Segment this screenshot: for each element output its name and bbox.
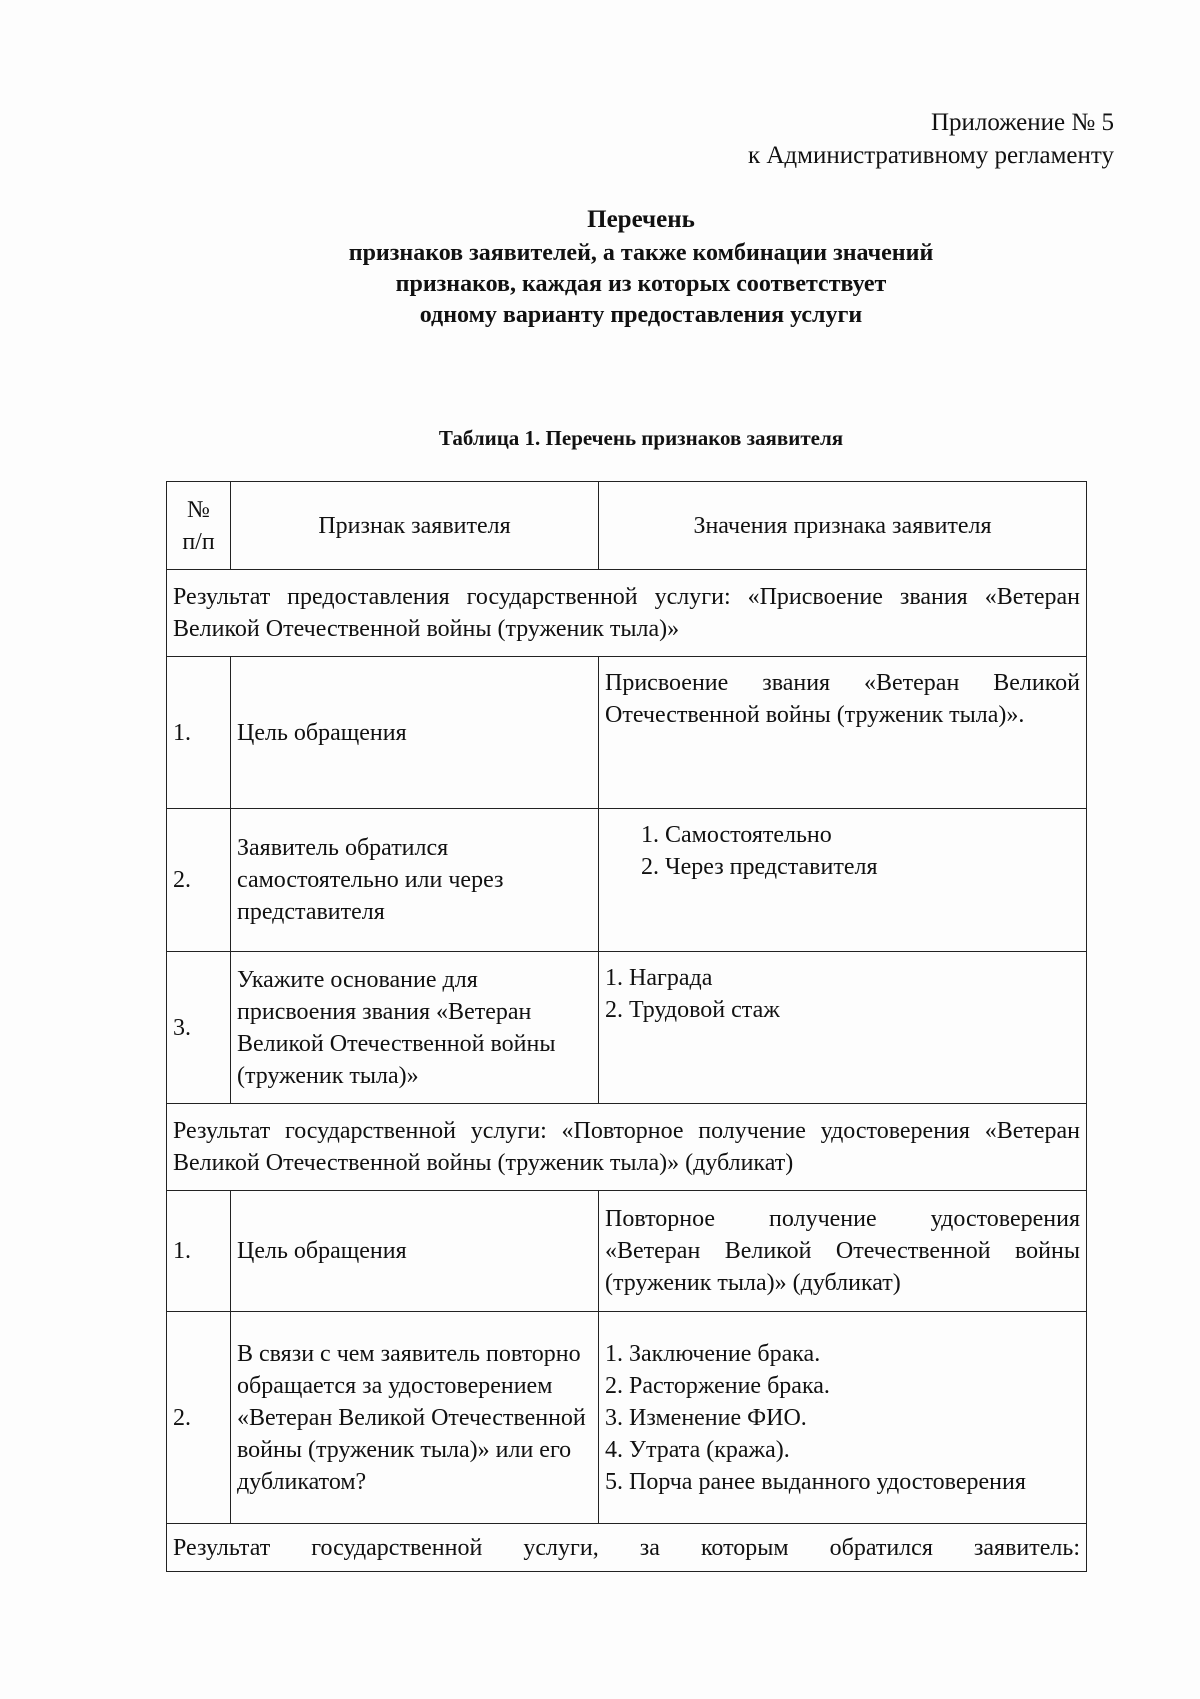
- row-number: 2.: [167, 1312, 231, 1524]
- value-item: 2. Трудовой стаж: [605, 997, 780, 1023]
- header-values: Значения признака заявителя: [599, 482, 1087, 570]
- document-subtitle: [0, 238, 1200, 331]
- applicant-attributes-table: [166, 481, 1087, 1572]
- appendix-number: Приложение № 5: [930, 109, 1114, 136]
- header-attribute: Признак заявителя: [231, 482, 599, 570]
- value-item: 5. Порча ранее выданного удостоверения: [605, 1468, 1026, 1495]
- value-item: 2. Через представителя: [641, 854, 878, 880]
- row-number: 1.: [167, 1191, 231, 1312]
- value-item: 2. Расторжение брака.: [605, 1372, 830, 1399]
- subtitle-line: признаков, каждая из которых соответствует: [395, 271, 887, 297]
- document-title: Перечень: [587, 206, 695, 233]
- row-attribute: Цель обращения: [231, 1191, 599, 1312]
- header-number-abbr: п/п: [182, 528, 215, 555]
- row-value: Присвоение звания «Ветеран Великой Отечественной войны (труженик тыла)».: [599, 657, 1087, 809]
- table-row: [167, 1312, 1087, 1524]
- value-item: 1. Награда: [605, 965, 713, 991]
- row-values: [599, 809, 1087, 952]
- row-attribute: Укажите основание для присвоения звания «Ветеран Великой Отечественной войны (труженик тыла)»: [231, 952, 599, 1104]
- section-title: Результат государственной услуги, за которым обратился заявитель:: [167, 1524, 1087, 1572]
- appendix-regulation: к Административному регламенту: [747, 142, 1114, 169]
- table-row: [167, 809, 1087, 952]
- table-row: [167, 657, 1087, 809]
- value-item: 4. Утрата (кража).: [605, 1436, 790, 1463]
- section-row: [167, 1104, 1087, 1191]
- table-row: [167, 952, 1087, 1104]
- header-number: [167, 482, 231, 570]
- header-number-symbol: №: [187, 496, 210, 523]
- row-values: [599, 952, 1087, 1104]
- row-number: 2.: [167, 809, 231, 952]
- row-value: Повторное получение удостоверения «Ветеран Великой Отечественной войны (труженик тыла)» (дубликат): [599, 1191, 1087, 1312]
- section-row: [167, 570, 1087, 657]
- section-title: Результат предоставления государственной услуги: «Присвоение звания «Ветеран Великой Отечественной войны (труженик тыла)»: [167, 570, 1087, 657]
- table-title: Таблица 1. Перечень признаков заявителя: [438, 426, 844, 450]
- subtitle-line: признаков заявителей, а также комбинации значений: [348, 240, 934, 266]
- table-header-row: [167, 482, 1087, 570]
- appendix-reference: [748, 106, 1114, 172]
- value-item: 1. Заключение брака.: [605, 1340, 821, 1367]
- row-number: 1.: [167, 657, 231, 809]
- row-values: [599, 1312, 1087, 1524]
- row-attribute: Заявитель обратился самостоятельно или через представителя: [231, 809, 599, 952]
- row-number: 3.: [167, 952, 231, 1104]
- row-attribute: Цель обращения: [231, 657, 599, 809]
- table-row: [167, 1191, 1087, 1312]
- row-attribute: В связи с чем заявитель повторно обращается за удостоверением «Ветеран Великой Отечественной войны (труженик тыла)» или его дубликатом?: [231, 1312, 599, 1524]
- value-item: 3. Изменение ФИО.: [605, 1404, 807, 1431]
- value-item: 1. Самостоятельно: [641, 822, 832, 848]
- section-title: Результат государственной услуги: «Повторное получение удостоверения «Ветеран Великой Отечественной войны (труженик тыла)» (дубликат): [167, 1104, 1087, 1191]
- section-row: [167, 1524, 1087, 1572]
- subtitle-line: одному варианту предоставления услуги: [419, 302, 863, 328]
